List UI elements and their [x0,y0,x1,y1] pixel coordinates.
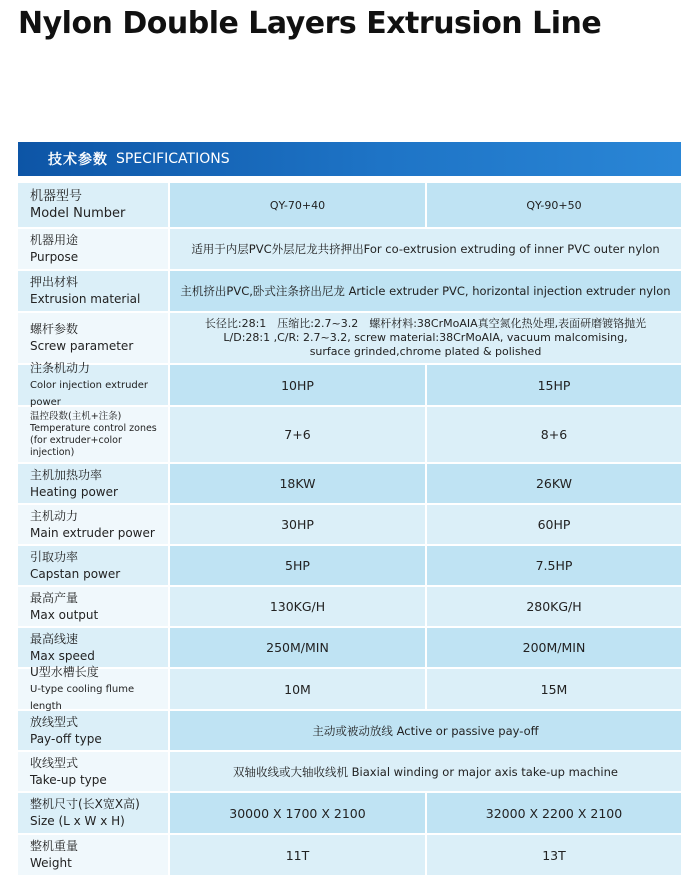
specifications-table [18,183,681,877]
row-label [18,752,168,791]
label-en: Purpose [30,250,79,264]
header-cn: 技术参数 [48,152,108,168]
screw-line-2: L/D:28:1 ,C/R: 2.7~3.2, screw material:38CrMoAIA, vacuum malcomising, [223,331,628,344]
table-row [18,835,681,877]
value-col1: 30HP [170,505,425,544]
header-en: SPECIFICATIONS [116,151,230,167]
row-label [18,505,168,544]
table-row [18,711,681,752]
value-col2: 32000 X 2200 X 2100 [427,793,681,833]
label-cn: 引取功率 [30,549,79,564]
label-cn: 温控段数(主机+注条) [30,410,122,422]
label-cn: 收线型式 [30,755,79,770]
table-row [18,229,681,271]
table-row [18,505,681,546]
table-row [18,360,681,408]
value-col2: 200M/MIN [427,628,681,667]
label-cn: 放线型式 [30,714,79,729]
screw-line-1: 长径比:28:1 压缩比:2.7~3.2 螺杆材料:38CrMoAIA真空氮化热处理,表面研磨镀铬抛光 [204,317,647,330]
value-col2: 7.5HP [427,546,681,585]
value-col2: 60HP [427,505,681,544]
row-label [18,711,168,750]
label-cn: 机器型号 [30,189,83,204]
value-col2: 15HP [427,365,681,405]
row-label [18,313,168,363]
row-label [18,793,168,833]
label-en: Pay-off type [30,731,102,746]
label-cn: 整机重量 [30,839,79,853]
label-cn: 最高线速 [30,631,79,646]
value-col2: QY-90+50 [427,183,681,227]
value-col1: 7+6 [170,407,425,462]
table-row [18,628,681,669]
table-row [18,271,681,313]
table-row [18,407,681,464]
value-span [170,313,681,363]
label-en: Capstan power [30,566,121,581]
row-label [18,546,168,585]
page-title: Nylon Double Layers Extrusion Line [18,6,602,41]
label-en: Extrusion material [30,292,141,306]
row-label [18,271,168,311]
table-row [18,464,681,505]
label-en: Max speed [30,648,95,663]
label-cn: 最高产量 [30,590,79,605]
table-row [18,587,681,628]
value-col1: 18KW [170,464,425,503]
screw-line-3: surface grinded,chrome plated & polished [309,345,542,358]
label-cn: 注条机动力 [30,360,91,375]
value-span: 主动或被动放线 Active or passive pay-off [170,711,681,750]
value-col2: 13T [427,835,681,875]
value-col1: 11T [170,835,425,875]
value-col2: 26KW [427,464,681,503]
value-col2: 15M [427,669,681,709]
value-col2: 280KG/H [427,587,681,626]
label-en: Color injection extruder power [30,379,149,408]
row-label [18,628,168,667]
label-cn: 螺杆参数 [30,322,79,336]
value-col1: 130KG/H [170,587,425,626]
table-row [18,183,681,229]
value-span: 适用于内层PVC外层尼龙共挤押出For co-extrusion extruding of inner PVC outer nylon [170,229,681,269]
row-label [18,183,168,227]
row-label [18,407,168,462]
label-cn: 主机动力 [30,508,79,523]
label-en-2: (for extruder+color injection) [30,434,122,458]
value-col1: 5HP [170,546,425,585]
label-en: Screw parameter [30,339,134,353]
row-label [18,835,168,875]
label-en: Heating power [30,484,118,499]
table-row [18,313,681,365]
value-col1: 10M [170,669,425,709]
label-en: Take-up type [30,772,107,787]
label-cn: 主机加热功率 [30,467,103,482]
specifications-header [18,142,681,176]
label-cn: U型水槽长度 [30,664,99,679]
label-en: Size (L x W x H) [30,814,125,828]
value-span: 双轴收线或大轴收线机 Biaxial winding or major axis take-up machine [170,752,681,791]
row-label [18,360,168,408]
value-col1: QY-70+40 [170,183,425,227]
row-label [18,464,168,503]
label-en: Main extruder power [30,525,155,540]
label-cn: 整机尺寸(长X宽X高) [30,797,140,811]
value-col1: 10HP [170,365,425,405]
table-row [18,793,681,835]
table-row [18,546,681,587]
value-col2: 8+6 [427,407,681,462]
row-label [18,229,168,269]
label-en: U-type cooling flume length [30,683,135,712]
label-en: Weight [30,856,72,870]
label-en: Max output [30,607,99,622]
label-en: Model Number [30,206,126,221]
label-cn: 机器用途 [30,233,79,247]
value-col1: 250M/MIN [170,628,425,667]
table-row [18,752,681,793]
row-label [18,664,168,712]
value-span: 主机挤出PVC,卧式注条挤出尼龙 Article extruder PVC, horizontal injection extruder nylon [170,271,681,311]
label-cn: 押出材料 [30,275,79,289]
value-col1: 30000 X 1700 X 2100 [170,793,425,833]
row-label [18,587,168,626]
label-en: Temperature control zones [30,422,157,434]
table-row [18,664,681,712]
